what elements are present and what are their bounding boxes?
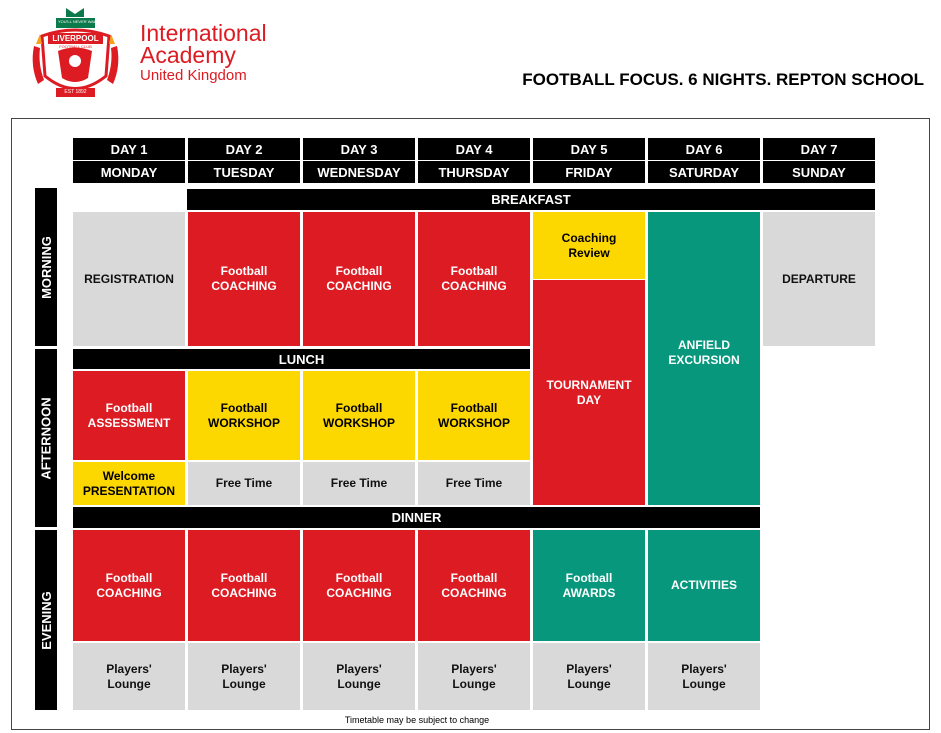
crest-club-name: LIVERPOOL: [52, 34, 99, 43]
crest-motto: YOU'LL NEVER WALK ALONE: [58, 19, 114, 24]
afternoon-day1-assessment: Football ASSESSMENT: [73, 371, 185, 460]
day-4-number: DAY 4: [418, 138, 530, 160]
meal-lunch-bar: LUNCH: [73, 349, 530, 369]
day-6-name: SATURDAY: [648, 161, 760, 183]
period-evening-label: EVENING: [35, 530, 57, 710]
day-5-name: FRIDAY: [533, 161, 645, 183]
day-1-name: MONDAY: [73, 161, 185, 183]
footnote-disclaimer: Timetable may be subject to change: [344, 715, 490, 725]
morning-day2-coaching: Football COACHING: [188, 212, 300, 346]
lounge-day3: Players' Lounge: [303, 643, 415, 710]
liverpool-crest-logo: [28, 6, 123, 103]
afternoon-day1-welcome-presentation: Welcome PRESENTATION: [73, 462, 185, 505]
evening-day3-coaching: Football COACHING: [303, 530, 415, 641]
lounge-day5: Players' Lounge: [533, 643, 645, 710]
day-7-name: SUNDAY: [763, 161, 875, 183]
afternoon-day3-workshop: Football WORKSHOP: [303, 371, 415, 460]
afternoon-day2-free-time: Free Time: [188, 462, 300, 505]
crest-established: EST 1892: [64, 89, 87, 95]
afternoon-day4-free-time: Free Time: [418, 462, 530, 505]
day-1-number: DAY 1: [73, 138, 185, 160]
day-3-number: DAY 3: [303, 138, 415, 160]
meal-breakfast-bar: BREAKFAST: [187, 189, 875, 210]
day-5-number: DAY 5: [533, 138, 645, 160]
day-2-name: TUESDAY: [188, 161, 300, 183]
day-2-number: DAY 2: [188, 138, 300, 160]
evening-day4-coaching: Football COACHING: [418, 530, 530, 641]
day-6-number: DAY 6: [648, 138, 760, 160]
afternoon-day2-workshop: Football WORKSHOP: [188, 371, 300, 460]
saturday-anfield-excursion: ANFIELD EXCURSION: [648, 212, 760, 505]
brand-line-country: United Kingdom: [140, 67, 247, 84]
day-7-number: DAY 7: [763, 138, 875, 160]
morning-day7-departure: DEPARTURE: [763, 212, 875, 346]
evening-day1-coaching: Football COACHING: [73, 530, 185, 641]
day-3-name: WEDNESDAY: [303, 161, 415, 183]
evening-day5-awards: Football AWARDS: [533, 530, 645, 641]
evening-day6-activities: ACTIVITIES: [648, 530, 760, 641]
period-afternoon-label: AFTERNOON: [35, 349, 57, 527]
lounge-day2: Players' Lounge: [188, 643, 300, 710]
morning-day5-coaching-review: Coaching Review: [533, 212, 645, 279]
morning-day4-coaching: Football COACHING: [418, 212, 530, 346]
brand-line-international: International: [140, 20, 267, 46]
meal-dinner-bar: DINNER: [73, 507, 760, 528]
page-title: FOOTBALL FOCUS. 6 NIGHTS. REPTON SCHOOL: [522, 70, 924, 89]
day-4-name: THURSDAY: [418, 161, 530, 183]
morning-day3-coaching: Football COACHING: [303, 212, 415, 346]
period-morning-label: MORNING: [35, 188, 57, 346]
friday-tournament-day: TOURNAMENT DAY: [533, 280, 645, 505]
afternoon-day4-workshop: Football WORKSHOP: [418, 371, 530, 460]
lounge-day4: Players' Lounge: [418, 643, 530, 710]
brand-line-academy: Academy: [140, 42, 236, 68]
lounge-day1: Players' Lounge: [73, 643, 185, 710]
afternoon-day3-free-time: Free Time: [303, 462, 415, 505]
lounge-day6: Players' Lounge: [648, 643, 760, 710]
evening-day2-coaching: Football COACHING: [188, 530, 300, 641]
morning-registration: REGISTRATION: [73, 212, 185, 346]
crest-club-sub: FOOTBALL CLUB: [59, 44, 92, 49]
